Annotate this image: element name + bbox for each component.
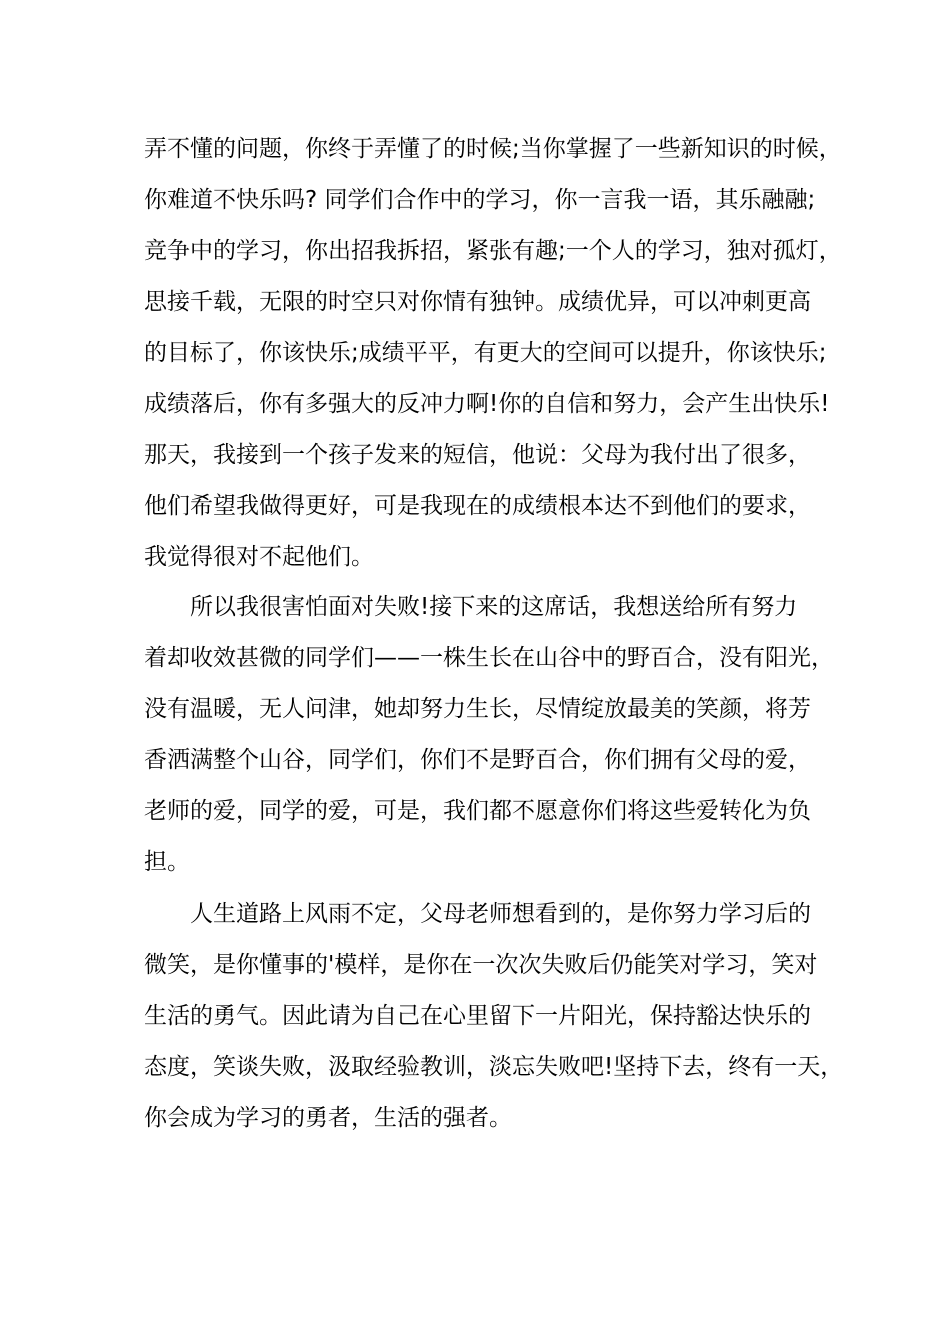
paragraph-line: 态度，笑谈失败，汲取经验教训，淡忘失败吧!坚持下去，终有一天， [144, 1054, 844, 1080]
paragraph-line: 人生道路上风雨不定，父母老师想看到的，是你努力学习后的 [144, 901, 811, 927]
paragraph-line: 担。 [144, 849, 190, 875]
paragraph-line: 竞争中的学习，你出招我拆招，紧张有趣;一个人的学习，独对孤灯， [144, 238, 842, 264]
paragraph-line: 思接千载，无限的时空只对你情有独钟。成绩优异，可以冲刺更高 [144, 289, 811, 315]
paragraph-line: 他们希望我做得更好，可是我现在的成绩根本达不到他们的要求， [144, 493, 811, 519]
paragraph-line: 香洒满整个山谷，同学们，你们不是野百合，你们拥有父母的爱， [144, 747, 811, 773]
paragraph-line: 老师的爱，同学的爱，可是，我们都不愿意你们将这些爱转化为负 [144, 798, 811, 824]
paragraph-line: 弄不懂的问题，你终于弄懂了的时候;当你掌握了一些新知识的时候， [144, 136, 842, 162]
paragraph-3 [144, 889, 844, 1144]
paragraph-line: 没有温暖，无人问津，她却努力生长，尽情绽放最美的笑颜，将芳 [144, 696, 811, 722]
paragraph-line: 生活的勇气。因此请为自己在心里留下一片阳光，保持豁达快乐的 [144, 1003, 811, 1029]
paragraph-line: 的目标了，你该快乐;成绩平平，有更大的空间可以提升，你该快乐; [144, 340, 827, 366]
paragraph-line: 你会成为学习的勇者，生活的强者。 [144, 1105, 512, 1131]
paragraph-line: 着却收效甚微的同学们——一株生长在山谷中的野百合，没有阳光， [144, 645, 834, 671]
paragraph-line: 你难道不快乐吗? 同学们合作中的学习，你一言我一语，其乐融融; [144, 187, 816, 213]
paragraph-line: 成绩落后，你有多强大的反冲力啊!你的自信和努力，会产生出快乐! [144, 391, 830, 417]
paragraph-2 [144, 582, 834, 888]
paragraph-line: 我觉得很对不起他们。 [144, 544, 374, 570]
paragraph-line: 微笑，是你懂事的'模样，是你在一次次失败后仍能笑对学习，笑对 [144, 952, 818, 978]
paragraph-line: 所以我很害怕面对失败!接下来的这席话，我想送给所有努力 [144, 594, 798, 620]
paragraph-1 [144, 124, 842, 583]
paragraph-line: 那天，我接到一个孩子发来的短信，他说：父母为我付出了很多， [144, 442, 811, 468]
